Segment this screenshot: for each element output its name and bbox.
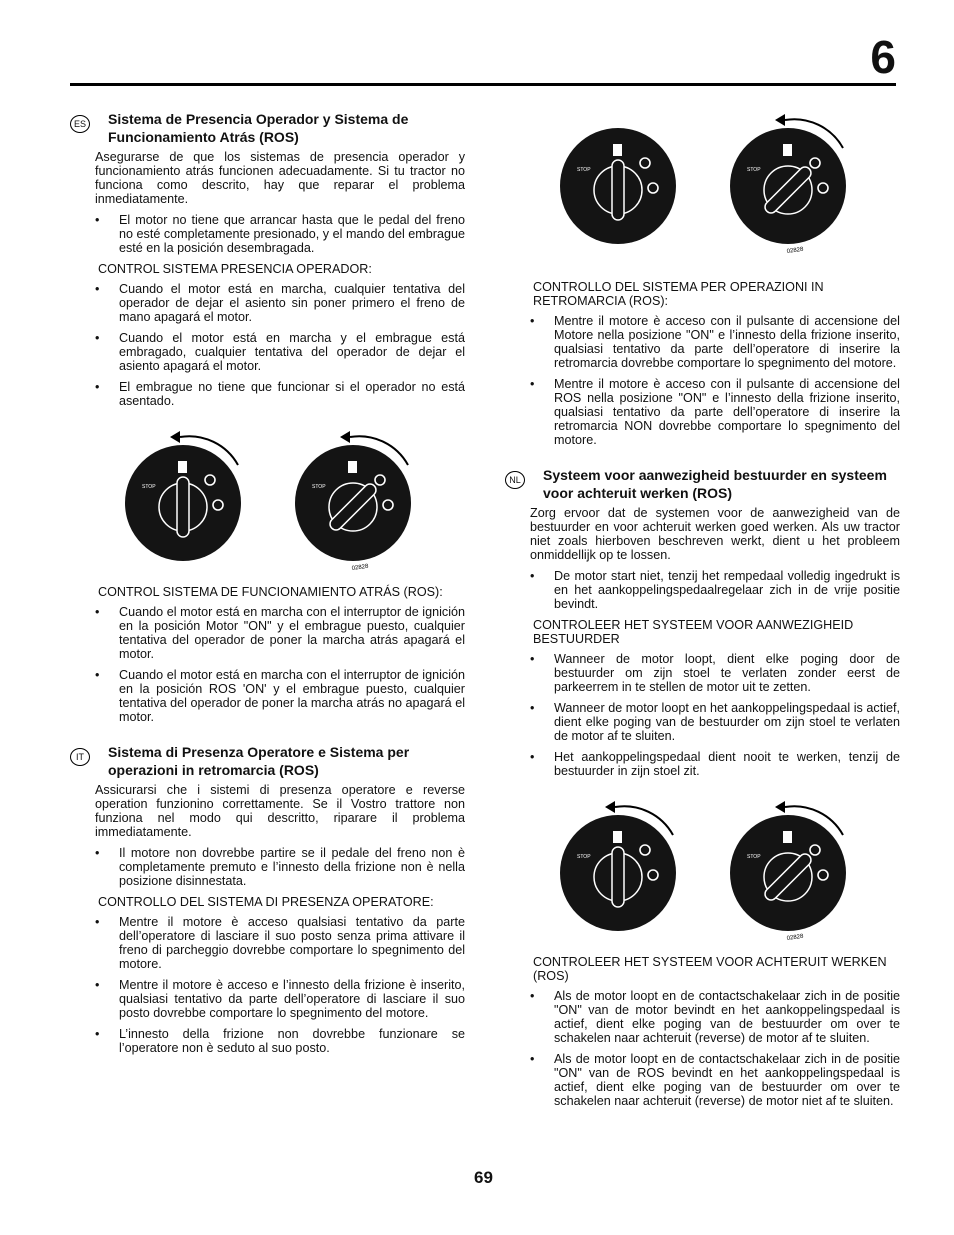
ignition-switch-diagram bbox=[505, 785, 900, 949]
ros-heading-nl: CONTROLEER HET SYSTEEM VOOR ACHTERUIT WERKEN (ROS) bbox=[533, 955, 887, 983]
bullet-item: • Als de motor loopt en de contactschakelaar zich in de positie "ON" van de motor bevindt en het aankoppelingspedaal is actief, dient elke poging van de bestuurder om over te schakelen naar achteruit (reverse) de motor af te sluiten. bbox=[505, 989, 900, 1045]
presence-bullets-nl bbox=[505, 652, 900, 778]
ignition-switch-figure-es bbox=[70, 415, 465, 579]
bullet-item: • Il motore non dovrebbe partire se il pedale del freno non è completamente premuto e l’innesto della frizione non è nella posizione disinnestata. bbox=[70, 846, 465, 888]
bullet-item: • L’innesto della frizione non dovrebbe funzionare se l’operatore non è seduto al suo posto. bbox=[70, 1027, 465, 1055]
ignition-switch-ros-icon bbox=[730, 114, 846, 255]
ros-bullets-nl bbox=[505, 989, 900, 1108]
section-title-es: Sistema de Presencia Operador y Sistema de Funcionamiento Atrás (ROS) bbox=[108, 111, 409, 145]
section-title-it: Sistema di Presenza Operatore e Sistema per operazioni in retromarcia (ROS) bbox=[108, 744, 410, 778]
ros-heading-es: CONTROL SISTEMA DE FUNCIONAMIENTO ATRÁS (ROS): bbox=[98, 585, 443, 599]
language-badge-it: IT bbox=[70, 748, 90, 766]
svg-text:02828: 02828 bbox=[351, 563, 369, 572]
section-title-nl: Systeem voor aanwezigheid bestuurder en systeem voor achteruit werken (ROS) bbox=[543, 467, 887, 501]
right-column bbox=[505, 110, 900, 1115]
bullet-item: • Wanneer de motor loopt en het aankoppelingspedaal is actief, dient elke poging van de bestuurder om zijn stoel te verlaten de motor af te sluiten. bbox=[505, 701, 900, 743]
bullet-item: • El motor no tiene que arrancar hasta que le pedal del freno no esté completamente presionado, y el mando del embrague esté en la posición desembragada. bbox=[70, 213, 465, 255]
intro-bullets-it bbox=[70, 846, 465, 888]
section-nl-heading bbox=[505, 466, 900, 502]
intro-nl: Zorg ervoor dat de systemen voor de aanwezigheid van de bestuurder en voor achteruit werken goed werken. Als uw tractor niet zoals hierboven beschreven werkt, dient u het probleem onmiddellijk op te lossen. bbox=[530, 506, 900, 562]
bullet-item: • Mentre il motore è acceso e l’innesto della frizione è inserito, qualsiasi tentativo da parte dell’operatore di lasciare il suo posto dovrebbe comportare lo spegnimento del motore. bbox=[70, 978, 465, 1020]
presence-heading-nl: CONTROLEER HET SYSTEEM VOOR AANWEZIGHEID BESTUURDER bbox=[533, 618, 854, 646]
bullet-item: • Als de motor loopt en de contactschakelaar zich in de positie "ON" van de ROS bevindt en het aankoppelingspedaal is actief, dient elke poging van de bestuurder om over te schakelen naar achteruit (reverse) de motor niet af te sluiten. bbox=[505, 1052, 900, 1108]
section-es-heading bbox=[70, 110, 465, 146]
page-number: 69 bbox=[474, 1168, 493, 1187]
svg-text:STOP: STOP bbox=[142, 484, 156, 490]
bullet-item: • Mentre il motore è acceso con il pulsante di accensione del Motore nella posizione "ON" e l’innesto della frizione inserito, qualsiasi tentativo da parte dell’operatore di inserire la retromarcia dovrebbe comportare lo spegnimento del motore. bbox=[505, 314, 900, 370]
presence-heading-es: CONTROL SISTEMA PRESENCIA OPERADOR: bbox=[98, 262, 372, 276]
ros-bullets-es bbox=[70, 605, 465, 724]
ignition-switch-off-icon bbox=[560, 128, 676, 244]
bullet-item: • Cuando el motor está en marcha, cualquier tentativa del operador de dejar el asiento sin poner primero el freno de mano apagará el motor. bbox=[70, 282, 465, 324]
bullet-item: • Wanneer de motor loopt, dient elke poging door de bestuurder om zijn stoel te verlaten zonder eerst de parkeerrem in te stellen de motor uit te zetten. bbox=[505, 652, 900, 694]
bullet-item: • De motor start niet, tenzij het rempedaal volledig ingedrukt is en het aankoppelingspedaalregelaar zich in de vrije positie bevindt. bbox=[505, 569, 900, 611]
presence-heading-it: CONTROLLO DEL SISTEMA DI PRESENZA OPERATORE: bbox=[98, 895, 434, 909]
svg-text:02828: 02828 bbox=[786, 933, 804, 942]
bullet-item: • Cuando el motor está en marcha y el embrague está embragado, cualquier tentativa del operador de dejar el asiento apagará el motor. bbox=[70, 331, 465, 373]
bullet-item: • Het aankoppelingspedaal dient nooit te werken, tenzij de bestuurder in zijn stoel zit. bbox=[505, 750, 900, 778]
intro-it: Assicurarsi che i sistemi di presenza operatore e reverse operation funzionino correttamente. Se il Vostro trattore non funziona nel modo qui descritto, riparare il problema immediatamente. bbox=[95, 783, 465, 839]
ignition-switch-ros-icon bbox=[295, 431, 411, 572]
ignition-switch-off-icon bbox=[560, 801, 676, 931]
intro-bullets-es bbox=[70, 213, 465, 255]
header-rule bbox=[70, 83, 896, 86]
bullet-item: • Cuando el motor está en marcha con el interruptor de ignición en la posición Motor "ON" y el embrague puesto, cualquier tentativa del operador de poner la marcha atrás apagará el motor. bbox=[70, 605, 465, 661]
svg-text:STOP: STOP bbox=[747, 854, 761, 860]
ros-heading-it: CONTROLLO DEL SISTEMA PER OPERAZIONI IN RETROMARCIA (ROS): bbox=[533, 280, 824, 308]
ignition-switch-diagram bbox=[70, 415, 465, 579]
svg-text:STOP: STOP bbox=[577, 854, 591, 860]
chapter-number: 6 bbox=[870, 31, 896, 83]
ignition-switch-figure-nl bbox=[505, 785, 900, 949]
language-badge-nl: NL bbox=[505, 471, 525, 489]
left-column bbox=[70, 110, 465, 1062]
section-it-heading bbox=[70, 743, 465, 779]
bullet-item: • Cuando el motor está en marcha con el interruptor de ignición en la posición ROS 'ON' y el embrague puesto, cualquier tentativa del operador de poner la marcha atrás no apagará el motor. bbox=[70, 668, 465, 724]
svg-text:02828: 02828 bbox=[786, 246, 804, 255]
ignition-switch-figure-it bbox=[505, 110, 900, 274]
bullet-item: • El embrague no tiene que funcionar si el operador no está asentado. bbox=[70, 380, 465, 408]
presence-bullets-es bbox=[70, 282, 465, 408]
bullet-item: • Mentre il motore è acceso con il pulsante di accensione del ROS nella posizione "ON" e l’innesto della frizione inserito, qualsiasi tentativo da parte dell’operatore di inserire la retromarcia NON dovrebbe comportare lo spegnimento del motore. bbox=[505, 377, 900, 447]
svg-text:STOP: STOP bbox=[747, 167, 761, 173]
ros-bullets-it bbox=[505, 314, 900, 447]
intro-bullets-nl bbox=[505, 569, 900, 611]
ignition-switch-ros-icon bbox=[730, 801, 846, 942]
presence-bullets-it bbox=[70, 915, 465, 1055]
ignition-switch-diagram bbox=[505, 110, 900, 274]
svg-text:STOP: STOP bbox=[577, 167, 591, 173]
language-badge-es: ES bbox=[70, 115, 90, 133]
svg-text:STOP: STOP bbox=[312, 484, 326, 490]
intro-es: Asegurarse de que los sistemas de presencia operador y funcionamiento atrás funcionen adecuadamente. Si tu tractor no funciona como descrito, hay que reparar el problema inmediatamente. bbox=[95, 150, 465, 206]
bullet-item: • Mentre il motore è acceso qualsiasi tentativo da parte dell’operatore di lasciare il suo posto senza prima attivare il freno di parcheggio dovrebbe comportare lo spegnimento del motore. bbox=[70, 915, 465, 971]
ignition-switch-off-icon bbox=[125, 431, 241, 561]
